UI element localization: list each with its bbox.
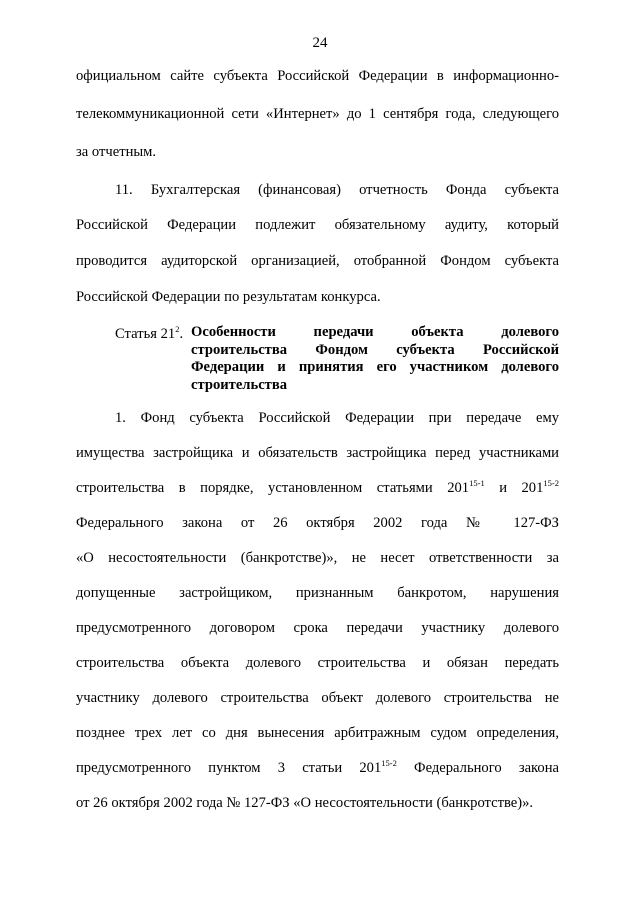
text-line: от 26 октября 2002 года № 127-ФЗ «О несостоятельности (банкротстве)». bbox=[76, 795, 534, 811]
text-line: 1. Фонд субъекта Российской Федерации при передаче ему bbox=[115, 410, 559, 426]
article-title-line: строительства Фондом субъекта Российской bbox=[191, 341, 559, 358]
text-line: проводится аудиторской организацией, отобранной Фондом субъекта bbox=[76, 253, 559, 269]
text-line: строительства объекта долевого строительства и обязан передать bbox=[76, 655, 559, 671]
text-line: допущенные застройщиком, признанным банкротом, нарушения bbox=[76, 585, 559, 601]
text-line: Российской Федерации подлежит обязательному аудиту, который bbox=[76, 217, 559, 233]
text-line: 11. Бухгалтерская (финансовая) отчетность Фонда субъекта bbox=[115, 182, 559, 198]
article-title-line: Федерации и принятия его участником долевого bbox=[191, 359, 559, 375]
article-title bbox=[191, 324, 559, 394]
text-line: имущества застройщика и обязательств застройщика перед участниками bbox=[76, 445, 559, 461]
text-line: официальном сайте субъекта Российской Федерации в информационно- bbox=[76, 68, 559, 84]
page-number: 24 bbox=[312, 35, 328, 51]
article-title-line: Особенности передачи объекта долевого bbox=[191, 324, 559, 340]
text-line: «О несостоятельности (банкротстве)», не несет ответственности за bbox=[76, 550, 559, 566]
text-line: предусмотренного пунктом 3 статьи 201$^{15-2}$ Федерального закона bbox=[76, 758, 559, 776]
text-line: строительства в порядке, установленном статьями 201$^{15-1}$ и 201$^{15-2}$ bbox=[76, 478, 559, 496]
text-line: позднее трех лет со дня вынесения арбитражным судом определения, bbox=[76, 725, 559, 741]
text-line: за отчетным. bbox=[76, 144, 157, 160]
text-line: предусмотренного договором срока передачи участнику долевого bbox=[76, 620, 559, 636]
text-line: участнику долевого строительства объект долевого строительства не bbox=[76, 690, 559, 706]
article-label: Статья $21^2$. bbox=[115, 324, 184, 342]
text-line: телекоммуникационной сети «Интернет» до 1 сентября года, следующего bbox=[76, 106, 559, 122]
text-line: Российской Федерации по результатам конкурса. bbox=[76, 289, 381, 305]
text-line: Федерального закона от 26 октября 2002 года № 127-ФЗ bbox=[76, 515, 559, 531]
article-title-line: строительства bbox=[191, 376, 288, 393]
